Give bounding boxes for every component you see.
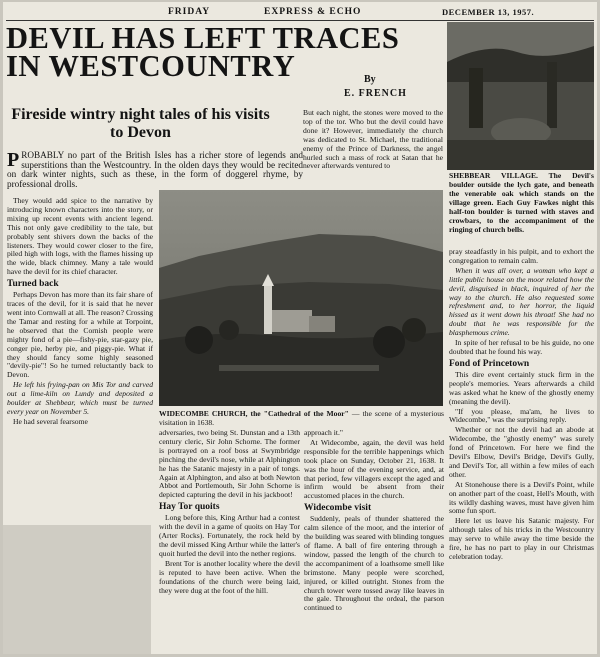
article-paragraph: Whether or not the devil had an abode at Widecombe, the "ghostly enemy" was surely fond of Princetown. For here we find the Devil's Elbow, Devil's Bridge, Devil's Gully, and Devil's Tor, all within a few miles of each other.	[449, 425, 594, 479]
article-paragraph: Here let us leave his Satanic majesty. For although tales of his tricks in the Westcountry may serve to while away the time beside the fire, he has no part to play in our Christmas celebration today.	[449, 516, 594, 561]
article-paragraph: He had several fearsome	[13, 416, 88, 426]
article-paragraph: This dire event certainly stuck firm in the people's memories. Years afterwards a child was asked what he knew of the ghostly enemy (meaning the devil).	[449, 369, 594, 406]
masthead-date: DECEMBER 13, 1957.	[442, 7, 535, 17]
column-middle-a	[159, 429, 300, 652]
article-paragraph: At Stonehouse there is a Devil's Point, while on another part of the coast, Hell's Mouth, with its wildly dashing waves, must have given him some fun sport.	[449, 479, 594, 516]
article-paragraph: In spite of her refusal to be his guide, no one doubted that he found his way.	[449, 338, 594, 356]
masthead-day: FRIDAY	[168, 7, 211, 17]
byline-by: By	[364, 74, 376, 85]
column-middle-b	[304, 429, 444, 652]
intro-text: ROBABLY no part of the British Isles has a richer store of legends and superstitions than the Westcountry. In the olden days they would be recited on dark winter nights, such as these, in the form of doggerel rhyme, by professional drolls.	[7, 151, 303, 189]
photo-caption-rest: — the scene of a mysterious visitation in 1638.	[159, 409, 444, 427]
article-paragraph: But each night, the stones were moved to the top of the tor. Who but the devil could have done it? However, immediately the church was dedicated to St. Michael, the traditional enemy of the Prince of Darkness, the angel hurled such a mass of rock at Satan that he never afterwards ventured to	[303, 109, 443, 171]
column-left	[7, 197, 153, 525]
widecombe-church-photo	[159, 190, 443, 406]
article-paragraph: "If you please, ma'am, he lives to Widecombe," was the surprising reply.	[449, 406, 594, 425]
headline-line-1: DEVIL HAS LEFT TRACES	[6, 21, 400, 55]
article-paragraph: Suddenly, peals of thunder shattered the calm silence of the moor, and the interior of the building was seared with blinding tongues of flame. A ball of fire entering through a window, passed the length of the church to the accompaniment of a loathsome smell like brimstone. Many people were scorched, injured, or killed outright. Stones from the church tower were tossed away like leaves in the gale. Throughout the ordeal, the parson continued to	[304, 514, 444, 613]
article-paragraph-italic: When it was all over, a woman who kept a little public house on the moor related how the devil, disguised in black, inquired of her the way to the church. He also requested some refreshment and, to her horror, the liquid hissed as it went down his throat! She had no doubt that he was responsible for the blasphemous crime.	[449, 265, 594, 338]
byline-author: E. FRENCH	[344, 88, 407, 99]
photo-caption-lead: WIDECOMBE CHURCH, the "Cathedral of the Moor"	[159, 409, 349, 418]
article-paragraph: Brent Tor is another locality where the devil is reputed to have been active. When the foundations of the church were being laid, they were dug at the foot of the hill.	[159, 558, 300, 595]
subheading-turned-back: Turned back	[7, 279, 59, 290]
article-paragraph: They would add spice to the narrative by introducing known characters into the story, or mixing up recent events with ancient legend. This not only gave credibility to the tale, but probably sent shivers down the backs of the listeners. They would cower closer to the fire, piled high with logs, with the flames hissing up the wide, black chimney. Many a tale would have the devil for its chief character.	[7, 197, 153, 277]
subheading-widecombe-visit: Widecombe visit	[304, 503, 372, 514]
subheading-hay-tor-quoits: Hay Tor quoits	[159, 502, 220, 513]
shebbear-caption: SHEBBEAR VILLAGE. The Devil's boulder outside the lych gate, and beneath the venerable oak which stands on the village green. Each Guy Fawkes night this half-ton boulder is turned with staves and crowbars, to the accompaniment of the ringing of church bells.	[449, 171, 594, 234]
article-paragraph: approach it."	[304, 429, 343, 437]
article-paragraph: Perhaps Devon has more than its fair share of traces of the devil, for it is said that he never went into Cornwall at all. The reason? Crossing the Tamar and resting for a while at Torpoint, he observed that the Cornish people were mighty fond of a pie—fishy-pie, star-gazy pie, conger pie, herby pie, and piggy-pie. What if they should fancy some highly seasoned "devily-pie"! So he turned reluctantly back to Devon.	[7, 290, 153, 380]
subheading-fond-of-princetown: Fond of Princetown	[449, 358, 530, 369]
shebbear-boulder-image	[447, 22, 594, 170]
article-paragraph: Long before this, King Arthur had a contest with the devil in a game of quoits on Hay Tor (Arter Rocks). Fortunately, the rock held by the devil missed King Arthur while the latter's quoit hurled the devil into the nether regions.	[159, 513, 300, 558]
article-paragraph: adversaries, two being St. Dunstan and a 13th century cleric, Sir John Schorne. The former is portrayed on a roof boss at Swymbridge pinching the devil's nose, while at Alphington he has the Satanic majesty in a pair of tongs. Again at Alphington, and also at both Newton Abbot and Portlemouth, Sir John Schorne is depicted capturing the devil in his jackboot!	[159, 429, 300, 500]
article-paragraph-italic: He left his frying-pan on Mis Tor and carved out a lime-kiln on Lundy and deposited a boulder at Shebbear, which must be turned every year on November 5.	[7, 380, 153, 416]
column-top-middle	[303, 109, 443, 189]
headline-line-2: IN WESTCOUNTRY	[6, 49, 296, 83]
church-landscape-image	[159, 190, 443, 406]
masthead-paper: EXPRESS & ECHO	[264, 7, 362, 17]
headline	[6, 21, 444, 83]
column-right	[449, 248, 594, 652]
blank-margin	[3, 525, 151, 654]
article-paragraph: pray steadfastly in his pulpit, and to exhort the congregation to remain calm.	[449, 248, 594, 265]
shebbear-village-photo	[447, 22, 594, 170]
subheadline: Fireside wintry night tales of his visits to Devon	[11, 106, 270, 141]
article-intro	[7, 151, 303, 193]
article-paragraph: At Widecombe, again, the devil was held responsible for the terrible happenings which took place on Sunday, October 21, 1638. It was the hour of the evening service, and, at that period, few villagers except the aged and infirm would be absent from their accustomed places in the church.	[304, 437, 444, 501]
photo-caption	[159, 409, 444, 427]
drop-cap: P	[7, 151, 20, 171]
